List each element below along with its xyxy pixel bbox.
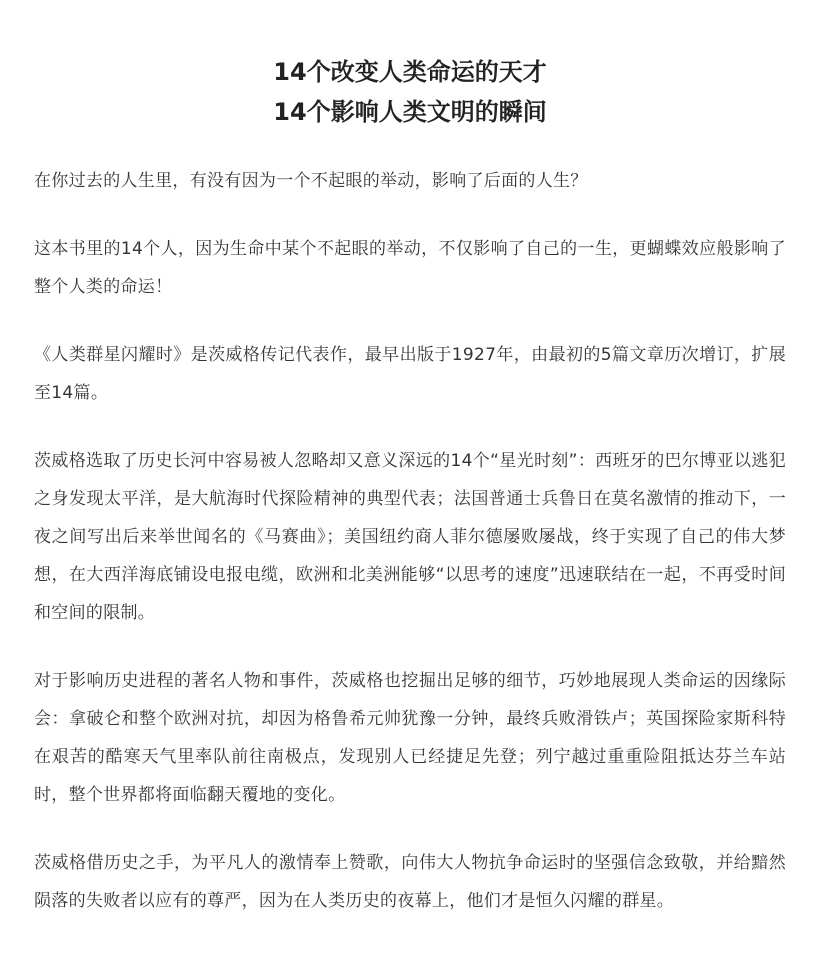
paragraph-publication-info: 《人类群星闪耀时》是茨威格传记代表作，最早出版于1927年，由最初的5篇文章历次增订，扩展至14篇。 bbox=[34, 345, 786, 403]
paragraph-famous-events: 对于影响历史进程的著名人物和事件，茨威格也挖掘出足够的细节，巧妙地展现人类命运的因缘际会：拿破仑和整个欧洲对抗，却因为格鲁希元帅犹豫一分钟，最终兵败滑铁卢；英国探险家斯科特在艰苦的酷寒天气里率队前往南极点，发现别人已经捷足先登；列宁越过重重险阻抵达芬兰车站时，整个世界都将面临翻天覆地的变化。 bbox=[34, 671, 786, 805]
title-line-2: 14个影响人类文明的瞬间 bbox=[273, 98, 547, 126]
paragraph-conclusion: 茨威格借历史之手，为平凡人的激情奉上赞歌，向伟大人物抗争命运时的坚强信念致敬，并给黯然陨落的失败者以应有的尊严，因为在人类历史的夜幕上，他们才是恒久闪耀的群星。 bbox=[34, 853, 786, 911]
paragraph-book-summary: 这本书里的14个人，因为生命中某个不起眼的举动，不仅影响了自己的一生，更蝴蝶效应般影响了整个人类的命运！ bbox=[34, 239, 786, 297]
paragraph-star-moments: 茨威格选取了历史长河中容易被人忽略却又意义深远的14个“星光时刻”：西班牙的巴尔博亚以逃犯之身发现太平洋，是大航海时代探险精神的典型代表；法国普通士兵鲁日在莫名激情的推动下，一夜之间写出后来举世闻名的《马赛曲》；美国纽约商人菲尔德屡败屡战，终于实现了自己的伟大梦想，在大西洋海底铺设电报电缆，欧洲和北美洲能够“以思考的速度”迅速联结在一起，不再受时间和空间的限制。 bbox=[34, 451, 786, 623]
paragraph-intro-question: 在你过去的人生里，有没有因为一个不起眼的举动，影响了后面的人生？ bbox=[34, 171, 588, 191]
article-title bbox=[34, 0, 786, 132]
article bbox=[34, 0, 786, 950]
title-line-1: 14个改变人类命运的天才 bbox=[273, 58, 547, 86]
